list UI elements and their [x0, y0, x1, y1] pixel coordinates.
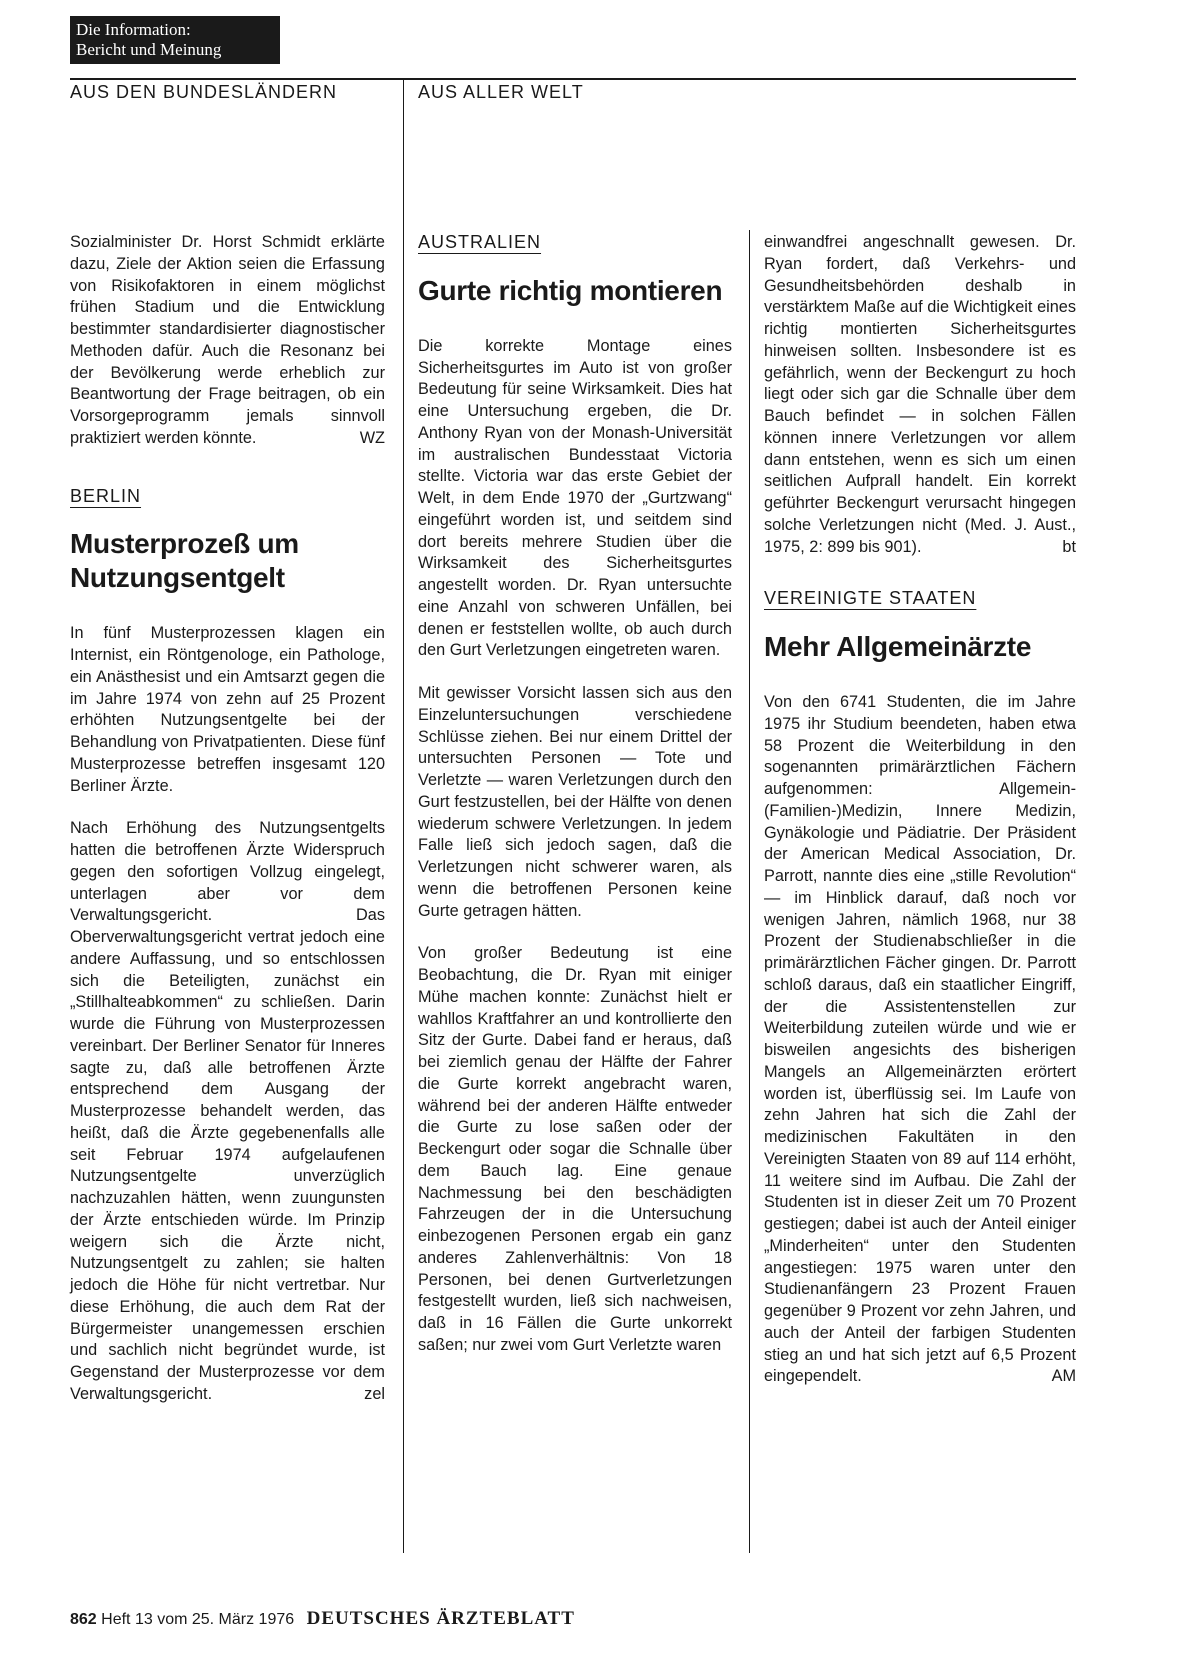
author-signature: bt [1062, 537, 1076, 556]
column-2 [418, 232, 732, 1357]
article-paragraph: Von den 6741 Studenten, die im Jahre 1975 ihr Studium beendeten, haben etwa 58 Prozent die Weiterbildung in den sogenannten primärärztlichen Fächern aufgenommen: Allgemein-(Familien-)Medizin, Innere Medizin, Gynäkologie und Pädiatrie. Der Präsident der American Medical Association, Dr. Parrott, nannte dies eine „stille Revolution“ — im Hinblick darauf, daß noch vor wenigen Jahren, nämlich 1968, nur 38 Prozent der Studienabschließer in die primärärztlichen Fächer gingen. Dr. Parrott schloß daraus, daß ein staatlicher Eingriff, der die Assistentenstellen zur Weiterbildung zuteilen würde und wie er bisweilen angesichts des bisherigen Mangels an Allgemeinärzten erörtert worden ist, überflüssig sei. Im Laufe von zehn Jahren hat sich die Zahl der medizinischen Fakultäten in den Vereinigten Staaten von 89 auf 114 erhöht, 11 weitere sind im Aufbau. Die Zahl der Studenten ist in dieser Zeit um 70 Prozent gestiegen; dabei ist auch der Anteil einiger „Minderheiten“ unter den Studenten angestiegen: 1975 waren unter den Studienanfängern 23 Prozent Frauen gegenüber 9 Prozent vor zehn Jahren, und auch der Anteil der farbigen Studenten stieg an und hat sich jetzt auf 6,5 Prozent eingependelt. [764, 693, 1076, 1386]
article-paragraph: Nach Erhöhung des Nutzungsentgelts hatten die betroffenen Ärzte Widerspruch gegen den sofortigen Vollzug eingelegt, unterlagen aber vor dem Verwaltungsgericht. Das Oberverwaltungsgericht vertrat jedoch eine andere Auffassung, und so entschlossen sich die Beteiligten, zunächst ein „Stillhalteabkommen“ zu schließen. Darin wurde die Führung von Musterprozessen vereinbart. Der Berliner Senator für Inneres sagte zu, daß alle betroffenen Ärzte entsprechend dem Ausgang der Musterprozesse behandelt werden, das heißt, daß die Ärzte gegebenenfalls alle seit Februar 1974 aufgelaufenen Nutzungsentgelte unverzüglich nachzuzahlen hätten, wenn zuungunsten der Ärzte entschieden würde. Im Prinzip weigern sich die Ärzte nicht, Nutzungsentgelt zu zahlen; sie halten jedoch die Höhe für nicht vertretbar. Nur diese Erhöhung, die auch dem Rat der Bürgermeister unangemessen erschien und sachlich nicht begründet wurde, ist Gegenstand der Musterprozesse vor dem Verwaltungsgericht. [70, 819, 385, 1403]
section-heading-aller-welt: AUS ALLER WELT [418, 82, 584, 102]
article-paragraph: Die korrekte Montage eines Sicherheitsgurtes im Auto ist von großer Bedeutung für seine Wirksamkeit. Dies hat eine Untersuchung ergeben, die Dr. Anthony Ryan von der Monash-Universität im australischen Bundesstaat Victoria stellte. Victoria war das erste Gebiet der Welt, in dem Ende 1970 der „Gurtzwang“ eingeführt worden ist, und seitdem sind dort bereits mehrere Studien über die Wirksamkeit des Sicherheitsgurtes angestellt worden. Dr. Ryan untersuchte eine Anzahl von schweren Unfällen, bei denen er feststellen wollte, ob auch durch den Gurt Verletzungen eingetreten waren. [418, 336, 732, 660]
masthead-line1: Die Information: [76, 20, 191, 39]
article-paragraph: Von großer Bedeutung ist eine Beobachtung, die Dr. Ryan mit einiger Mühe machen konnte: Zunächst hielt er wahllos Kraftfahrer an und kontrollierte den Sitz der Gurte. Dabei fand er heraus, daß bei ziemlich genau der Hälfte der Fahrer die Gurte korrekt angebracht waren, während bei der anderen Hälfte entweder die Gurte zu lose saßen oder der Beckengurt oder sogar die Schnalle über dem Bauch lag. Eine genaue Nachmessung bei den beschädigten Fahrzeugen der in die Untersuchung einbezogenen Personen ergab ein ganz anderes Zahlenverhältnis: Von 18 Personen, bei denen Gurtverletzungen festgestellt wurden, ließ sich nachweisen, daß in 16 Fällen die Gurte unkorrekt saßen; nur zwei vom Gurt Verletzte waren [418, 944, 732, 1354]
header-rule [70, 78, 1076, 80]
kicker-berlin: BERLIN [70, 485, 142, 506]
kicker-australien: AUSTRALIEN [418, 232, 542, 252]
section-heading-bundeslaender: AUS DEN BUNDESLÄNDERN [70, 82, 338, 102]
issue-info: Heft 13 vom 25. März 1976 [101, 1611, 295, 1628]
masthead-logo [70, 16, 280, 64]
headline-musterprozess: Musterprozeß um Nutzungsentgelt [70, 528, 299, 594]
column-3 [764, 232, 1076, 1388]
column-divider [403, 78, 404, 1553]
author-signature: AM [1051, 1367, 1076, 1386]
intro-paragraph: Sozialminister Dr. Horst Schmidt erklärte dazu, Ziele der Aktion seien die Erfassung von Risikofaktoren in einem möglichst frühen Stadium und die Entwicklung bestimmter standardisierter diagnostischer Methoden dafür. Auch die Resonanz bei der Bevölkerung werde erheblich zur Beantwortung der Frage beitragen, ob ein Vorsorgeprogramm jemals sinnvoll praktiziert werden könnte. [70, 233, 385, 447]
article-paragraph: In fünf Musterprozessen klagen ein Internist, ein Röntgenologe, ein Pathologe, ein Anästhesist und ein Amtsarzt gegen die im Jahre 1974 von zehn auf 25 Prozent erhöhten Nutzungsentgelte bei der Behandlung von Privatpatienten. Diese fünf Musterprozesse betreffen insgesamt 120 Berliner Ärzte. [70, 624, 385, 795]
article-paragraph: Mit gewisser Vorsicht lassen sich aus den Einzeluntersuchungen verschiedene Schlüsse ziehen. Bei nur einem Drittel der untersuchten Personen — Tote und Verletzte — waren Verletzungen durch den Gurt festzustellen, bei der Hälfte von denen wiederum schwere Verletzungen. In jedem Falle ließ sich jedoch sagen, daß die Verletzungen nicht schwerer waren, als wenn die betroffenen Personen keine Gurte getragen hätten. [418, 684, 732, 920]
journal-name: DEUTSCHES ÄRZTEBLATT [306, 1608, 575, 1629]
author-signature: zel [364, 1384, 385, 1403]
column-divider-2 [749, 230, 750, 1553]
headline-gurte: Gurte richtig montieren [418, 274, 723, 306]
masthead-line2: Bericht und Meinung [76, 40, 222, 59]
page-number: 862 [70, 1611, 97, 1628]
author-signature: WZ [359, 428, 385, 447]
article-paragraph: einwandfrei angeschnallt gewesen. Dr. Ryan fordert, daß Verkehrs- und Gesundheitsbehörden deshalb in verstärktem Maße auf die Wichtigkeit eines richtig montierten Sicherheitsgurtes hinweisen sollten. Insbesondere ist es gefährlich, wenn der Beckengurt zu hoch liegt oder sich gar die Schnalle über dem Bauch befindet — in solchen Fällen können innere Verletzungen vor allem dann entstehen, wenn es sich um einen seitlichen Aufprall handelt. Ein korrekt geführter Beckengurt verursacht hingegen solche Verletzungen nicht (Med. J. Aust., 1975, 2: 899 bis 901). [764, 233, 1076, 556]
headline-allgemeinaerzte: Mehr Allgemeinärzte [764, 631, 1032, 662]
page-footer [70, 1608, 575, 1630]
kicker-vereinigte-staaten: VEREINIGTE STAATEN [764, 588, 977, 609]
column-1 [70, 232, 385, 1406]
